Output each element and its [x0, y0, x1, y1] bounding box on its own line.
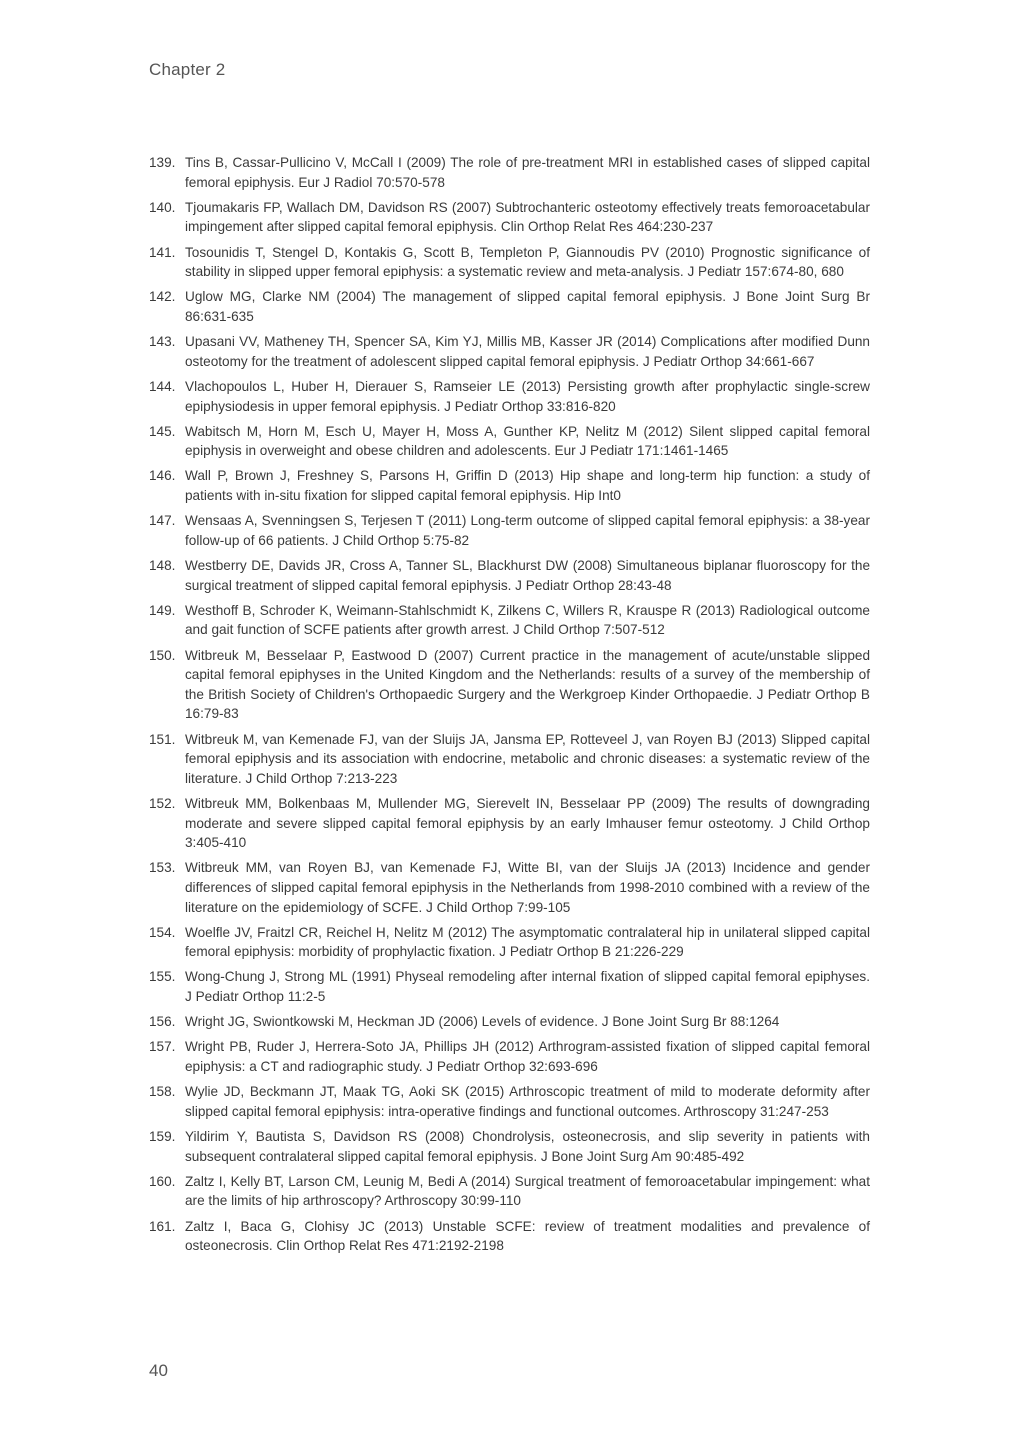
reference-text: Tjoumakaris FP, Wallach DM, Davidson RS (2007) Subtrochanteric osteotomy effectively treats femoroacetabular impingement after slipped capital femoral epiphysis. Clin Orthop Relat Res 464:230-237: [185, 199, 870, 235]
reference-text: Wright PB, Ruder J, Herrera-Soto JA, Phillips JH (2012) Arthrogram-assisted fixation of slipped capital femoral epiphysis: a CT and radiographic study. J Pediatr Orthop 32:693-696: [185, 1039, 870, 1075]
reference-list: [149, 153, 870, 1261]
reference-item: [149, 287, 870, 326]
reference-text: Zaltz I, Baca G, Clohisy JC (2013) Unstable SCFE: review of treatment modalities and prevalence of osteonecrosis. Clin Orthop Relat Res 471:2192-2198: [185, 1218, 870, 1254]
reference-number: 146.: [149, 468, 176, 484]
reference-text: Westhoff B, Schroder K, Weimann-Stahlschmidt K, Zilkens C, Willers R, Krauspe R (2013) Radiological outcome and gait function of SCFE patients after growth arrest. J Child Orthop 7:507-512: [185, 602, 870, 638]
reference-item: [149, 198, 870, 237]
reference-text: Tins B, Cassar-Pullicino V, McCall I (2009) The role of pre-treatment MRI in established cases of slipped capital femoral epiphysis. Eur J Radiol 70:570-578: [185, 155, 870, 190]
reference-number: 142.: [149, 289, 176, 305]
page-number: 40: [149, 1361, 168, 1380]
reference-number: 140.: [149, 199, 176, 215]
reference-text: Wensaas A, Svenningsen S, Terjesen T (2011) Long-term outcome of slipped capital femoral epiphysis: a 38-year follow-up of 66 patients. J Child Orthop 5:75-82: [185, 513, 870, 548]
reference-number: 161.: [149, 1218, 176, 1234]
reference-item: [149, 153, 870, 192]
reference-number: 151.: [149, 731, 176, 747]
reference-text: Tosounidis T, Stengel D, Kontakis G, Scott B, Templeton P, Giannoudis PV (2010) Prognostic significance of stability in slipped upper femoral epiphysis: a systematic review and meta-analysis. J Pediatr 157:674-80, 680: [185, 244, 870, 280]
reference-number: 141.: [149, 244, 176, 260]
reference-item: [149, 923, 870, 962]
reference-item: [149, 1012, 870, 1032]
reference-item: [149, 646, 870, 724]
running-header: Chapter 2: [149, 60, 226, 79]
reference-text: Wabitsch M, Horn M, Esch U, Mayer H, Moss A, Gunther KP, Nelitz M (2012) Silent slipped capital femoral epiphysis in overweight and obese children and adolescents. Eur J Pediatr 171:1461-1465: [185, 423, 870, 459]
reference-number: 153.: [149, 860, 176, 876]
reference-item: [149, 332, 870, 371]
reference-item: [149, 1217, 870, 1256]
reference-item: [149, 466, 870, 505]
reference-item: [149, 511, 870, 550]
reference-item: [149, 1037, 870, 1076]
reference-item: [149, 858, 870, 917]
reference-item: [149, 556, 870, 595]
reference-text: Witbreuk MM, Bolkenbaas M, Mullender MG, Sierevelt IN, Besselaar PP (2009) The results of downgrading moderate and severe slipped capital femoral epiphysis by an early Imhauser femur osteotomy. J Child Orthop 3:405-410: [185, 795, 870, 851]
reference-item: [149, 601, 870, 640]
reference-item: [149, 422, 870, 461]
reference-text: Upasani VV, Matheney TH, Spencer SA, Kim YJ, Millis MB, Kasser JR (2014) Complications after modified Dunn osteotomy for the treatment of adolescent slipped capital femoral epiphysis. J Pediatr Orthop 34:661-667: [185, 334, 870, 369]
reference-item: [149, 243, 870, 282]
reference-text: Westberry DE, Davids JR, Cross A, Tanner SL, Blackhurst DW (2008) Simultaneous biplanar fluoroscopy for the surgical treatment of slipped capital femoral epiphysis. J Pediatr Orthop 28:43-48: [185, 558, 870, 593]
reference-text: Witbreuk M, Besselaar P, Eastwood D (2007) Current practice in the management of acute/unstable slipped capital femoral epiphyses in the United Kingdom and the Netherlands: results of a survey of the membership of the British Society of Children's Orthopaedic Surgery and the Werkgroep Kinder Orthopaedie. J Pediatr Orthop B 16:79-83: [185, 647, 870, 722]
reference-item: [149, 967, 870, 1006]
reference-number: 139.: [149, 155, 176, 170]
reference-text: Wright JG, Swiontkowski M, Heckman JD (2006) Levels of evidence. J Bone Joint Surg Br 88:1264: [185, 1014, 780, 1030]
reference-number: 144.: [149, 378, 176, 394]
reference-text: Woelfle JV, Fraitzl CR, Reichel H, Nelitz M (2012) The asymptomatic contralateral hip in unilateral slipped capital femoral epiphysis: morbidity of prophylactic fixation. J Pediatr Orthop B 21:226-229: [185, 924, 870, 960]
reference-item: [149, 794, 870, 853]
reference-text: Wylie JD, Beckmann JT, Maak TG, Aoki SK (2015) Arthroscopic treatment of mild to moderate deformity after slipped capital femoral epiphysis: intra-operative findings and functional outcomes. Arthroscopy 31:247-253: [185, 1084, 870, 1119]
reference-number: 155.: [149, 969, 176, 985]
reference-text: Yildirim Y, Bautista S, Davidson RS (2008) Chondrolysis, osteonecrosis, and slip severity in patients with subsequent contralateral slipped capital femoral epiphysis. J Bone Joint Surg Am 90:485-492: [185, 1129, 870, 1164]
reference-number: 159.: [149, 1129, 176, 1144]
reference-number: 157.: [149, 1039, 176, 1055]
reference-number: 160.: [149, 1173, 176, 1189]
reference-item: [149, 1127, 870, 1166]
reference-number: 150.: [149, 647, 176, 663]
reference-number: 154.: [149, 924, 176, 940]
reference-number: 143.: [149, 334, 176, 350]
reference-text: Witbreuk MM, van Royen BJ, van Kemenade FJ, Witte BI, van der Sluijs JA (2013) Incidence and gender differences of slipped capital femoral epiphysis in the Netherlands from 1998-2010 combined with a review of the literature on the epidemiology of SCFE. J Child Orthop 7:99-105: [185, 860, 870, 915]
reference-number: 145.: [149, 423, 176, 439]
reference-text: Wong-Chung J, Strong ML (1991) Physeal remodeling after internal fixation of slipped capital femoral epiphyses. J Pediatr Orthop 11:2-5: [185, 969, 870, 1005]
reference-number: 149.: [149, 602, 176, 618]
reference-text: Vlachopoulos L, Huber H, Dierauer S, Ramseier LE (2013) Persisting growth after prophylactic single-screw epiphysiodesis in upper femoral epiphysis. J Pediatr Orthop 33:816-820: [185, 378, 870, 414]
reference-text: Zaltz I, Kelly BT, Larson CM, Leunig M, Bedi A (2014) Surgical treatment of femoroacetabular impingement: what are the limits of hip arthroscopy? Arthroscopy 30:99-110: [185, 1173, 870, 1209]
reference-text: Uglow MG, Clarke NM (2004) The management of slipped capital femoral epiphysis. J Bone Joint Surg Br 86:631-635: [185, 289, 870, 324]
reference-number: 158.: [149, 1084, 176, 1100]
reference-item: [149, 730, 870, 789]
reference-number: 156.: [149, 1014, 176, 1030]
reference-number: 148.: [149, 558, 176, 574]
reference-text: Witbreuk M, van Kemenade FJ, van der Sluijs JA, Jansma EP, Rotteveel J, van Royen BJ (2013) Slipped capital femoral epiphysis and its association with endocrine, metabolic and chronic diseases: a systematic review of the literature. J Child Orthop 7:213-223: [185, 731, 870, 786]
reference-item: [149, 1172, 870, 1211]
reference-item: [149, 377, 870, 416]
reference-item: [149, 1082, 870, 1121]
reference-text: Wall P, Brown J, Freshney S, Parsons H, Griffin D (2013) Hip shape and long-term hip function: a study of patients with in-situ fixation for slipped capital femoral epiphysis. Hip Int0: [185, 468, 870, 504]
reference-number: 152.: [149, 795, 176, 811]
reference-number: 147.: [149, 513, 176, 529]
